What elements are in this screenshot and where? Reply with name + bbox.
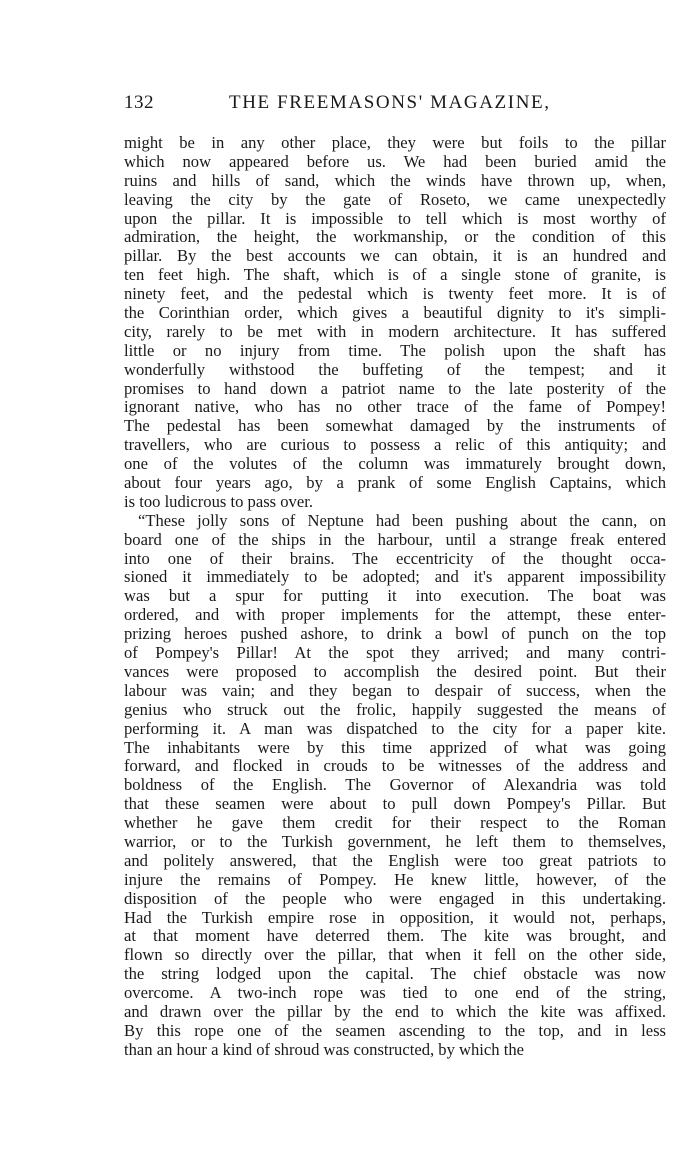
text-line: leaving the city by the gate of Roseto, we came unexpectedly [124,189,666,209]
text-line: the string lodged upon the capital. The chief obstacle was now [124,964,666,984]
text-line: and drawn over the pillar by the end to which the kite was affixed. [124,1001,666,1021]
text-line: promises to hand down a patriot name to the late posterity of the [124,378,666,398]
text-line: overcome. A two-inch rope was tied to one end of the string, [124,983,666,1003]
text-line: was but a spur for putting it into execution. The boat was [124,586,666,606]
text-line: The inhabitants were by this time apprized of what was going [124,737,666,757]
text-line: ignorant native, who has no other trace of the fame of Pompey! [124,397,666,417]
page-number: 132 [124,92,154,113]
text-line: warrior, or to the Turkish government, he left them to themselves, [124,831,666,851]
text-line: flown so directly over the pillar, that when it fell on the other side, [124,945,666,965]
text-line: of Pompey's Pillar! At the spot they arrived; and many contri- [124,643,666,663]
text-line: admiration, the height, the workmanship, or the condition of this [124,227,666,247]
page-header [124,92,674,122]
text-line: that these seamen were about to pull down Pompey's Pillar. But [124,794,666,814]
text-line: at that moment have deterred them. The kite was brought, and [124,926,666,946]
running-title: THE FREEMASONS' MAGAZINE, [229,92,551,113]
text-line: is too ludicrous to pass over. [124,491,313,511]
text-line: boldness of the English. The Governor of Alexandria was told [124,775,666,795]
text-line: ten feet high. The shaft, which is of a single stone of granite, is [124,265,666,285]
text-line: city, rarely to be met with in modern architecture. It has suffered [124,321,666,341]
text-line: forward, and flocked in crouds to be witnesses of the address and [124,756,666,776]
paragraph [124,134,666,512]
text-line: genius who struck out the frolic, happily suggested the means of [124,699,666,719]
text-line: The pedestal has been somewhat damaged by the instruments of [124,416,666,436]
text-line: might be in any other place, they were but foils to the pillar [124,133,666,152]
text-line: ruins and hills of sand, which the winds have thrown up, when, [124,170,666,190]
text-line: and politely answered, that the English were too great patriots to [124,850,666,870]
text-line: the Corinthian order, which gives a beautiful dignity to it's simpli- [124,303,666,323]
text-line: than an hour a kind of shroud was constructed, by which the [124,1039,525,1059]
text-line: labour was vain; and they began to despair of success, when the [124,680,666,700]
text-line: about four years ago, by a prank of some English Captains, which [124,473,666,493]
text-line: pillar. By the best accounts we can obtain, it is an hundred and [124,246,666,266]
text-line: wonderfully withstood the buffeting of the tempest; and it [124,359,666,379]
text-line: performing it. A man was dispatched to the city for a paper kite. [124,718,666,738]
article-body [124,134,666,1060]
text-line: vances were proposed to accomplish the desired point. But their [124,661,666,681]
text-line: “These jolly sons of Neptune had been pushing about the cann, on [138,510,666,530]
text-line: which now appeared before us. We had been buried amid the [124,151,666,171]
text-line: ninety feet, and the pedestal which is twenty feet more. It is of [124,284,666,304]
text-line: By this rope one of the seamen ascending to the top, and in less [124,1020,666,1040]
text-line: Had the Turkish empire rose in opposition, it would not, perhaps, [124,907,666,927]
text-line: into one of their brains. The eccentricity of the thought occa- [124,548,666,568]
text-line: board one of the ships in the harbour, until a strange freak entered [124,529,666,549]
text-line: ordered, and with proper implements for the attempt, these enter- [124,605,666,625]
text-line: prizing heroes pushed ashore, to drink a bowl of punch on the top [124,624,666,644]
text-line: little or no injury from time. The polish upon the shaft has [124,340,666,360]
text-line: travellers, who are curious to possess a relic of this antiquity; and [124,435,666,455]
text-line: sioned it immediately to be adopted; and it's apparent impossibility [124,567,666,587]
text-line: whether he gave them credit for their respect to the Roman [124,813,666,833]
text-line: upon the pillar. It is impossible to tell which is most worthy of [124,208,666,228]
text-line: one of the volutes of the column was immaturely brought down, [124,454,666,474]
paragraph [124,512,666,1060]
text-line: disposition of the people who were engaged in this undertaking. [124,888,666,908]
text-line: injure the remains of Pompey. He knew little, however, of the [124,869,666,889]
